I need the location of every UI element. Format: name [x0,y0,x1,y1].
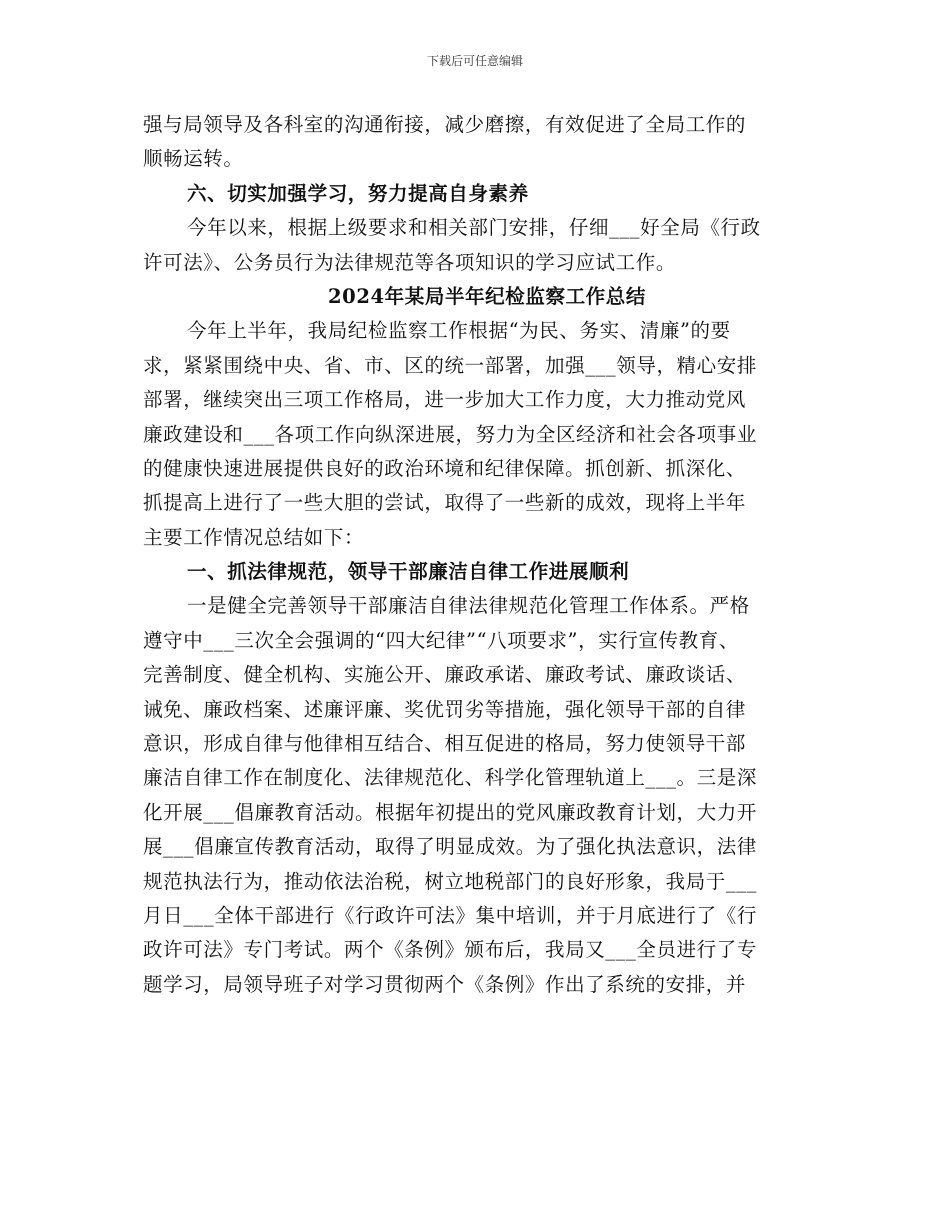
text-line: 规范执法行为，推动依法治税，树立地税部门的良好形象，我局于___ [143,869,757,893]
text-line: 诫免、廉政档案、述廉评廉、奖优罚劣等措施，强化领导干部的自律 [143,697,747,721]
text-line: 廉政建设和___各项工作向纵深进展，努力为全区经济和社会各项事业 [143,422,757,446]
text-line: 主要工作情况总结如下： [143,525,365,549]
text-line: 的健康快速进展提供良好的政治环境和纪律保障。抓创新、抓深化、 [143,456,747,480]
text-line: 意识，形成自律与他律相互结合、相互促进的格局，努力使领导干部 [143,732,747,756]
text-line: 遵守中___三次全会强调的“四大纪律”“八项要求”，实行宣传教育、 [143,628,739,652]
text-line: 政许可法》专门考试。两个《条例》颁布后，我局又___全员进行了专 [143,938,757,962]
document-body [143,108,823,1002]
text-line: 求，紧紧围绕中央、省、市、区的统一部署，加强___领导，精心安排 [143,353,757,377]
text-line: 廉洁自律工作在制度化、法律规范化、科学化管理轨道上___。三是深 [143,766,757,790]
text-line: 顺畅运转。 [143,147,244,171]
text-line: 化开展___倡廉教育活动。根据年初提出的党风廉政教育计划，大力开 [143,800,757,824]
document-title: 2024年某局半年纪检监察工作总结 [328,284,646,308]
text-line: 今年上半年，我局纪检监察工作根据“为民、务实、清廉”的要 [187,319,731,343]
text-line: 展___倡廉宣传教育活动，取得了明显成效。为了强化执法意识，法律 [143,835,757,859]
text-line: 许可法》、公务员行为法律规范等各项知识的学习应试工作。 [143,250,676,274]
section-heading: 一、抓法律规范，领导干部廉洁自律工作进展顺利 [187,560,630,584]
text-line: 月日___全体干部进行《行政许可法》集中培训，并于月底进行了《行 [143,903,757,927]
text-line: 部署，继续突出三项工作格局，进一步加大工作力度，大力推动党风 [143,388,747,412]
section-heading: 六、切实加强学习，努力提高自身素养 [187,181,529,205]
page-header: 下载后可任意编辑 [426,54,523,68]
text-line: 今年以来，根据上级要求和相关部门安排，仔细___好全局《行政 [187,216,761,240]
text-line: 抓提高上进行了一些大胆的尝试，取得了一些新的成效，现将上半年 [143,491,747,515]
text-line: 强与局领导及各科室的沟通衔接，减少磨擦，有效促进了全局工作的 [143,113,747,136]
text-line: 完善制度、健全机构、实施公开、廉政承诺、廉政考试、廉政谈话、 [143,663,747,687]
text-line: 题学习，局领导班子对学习贯彻两个《条例》作出了系统的安排，并 [143,972,747,996]
text-line: 一是健全完善领导干部廉洁自律法律规范化管理工作体系。严格 [187,594,750,618]
